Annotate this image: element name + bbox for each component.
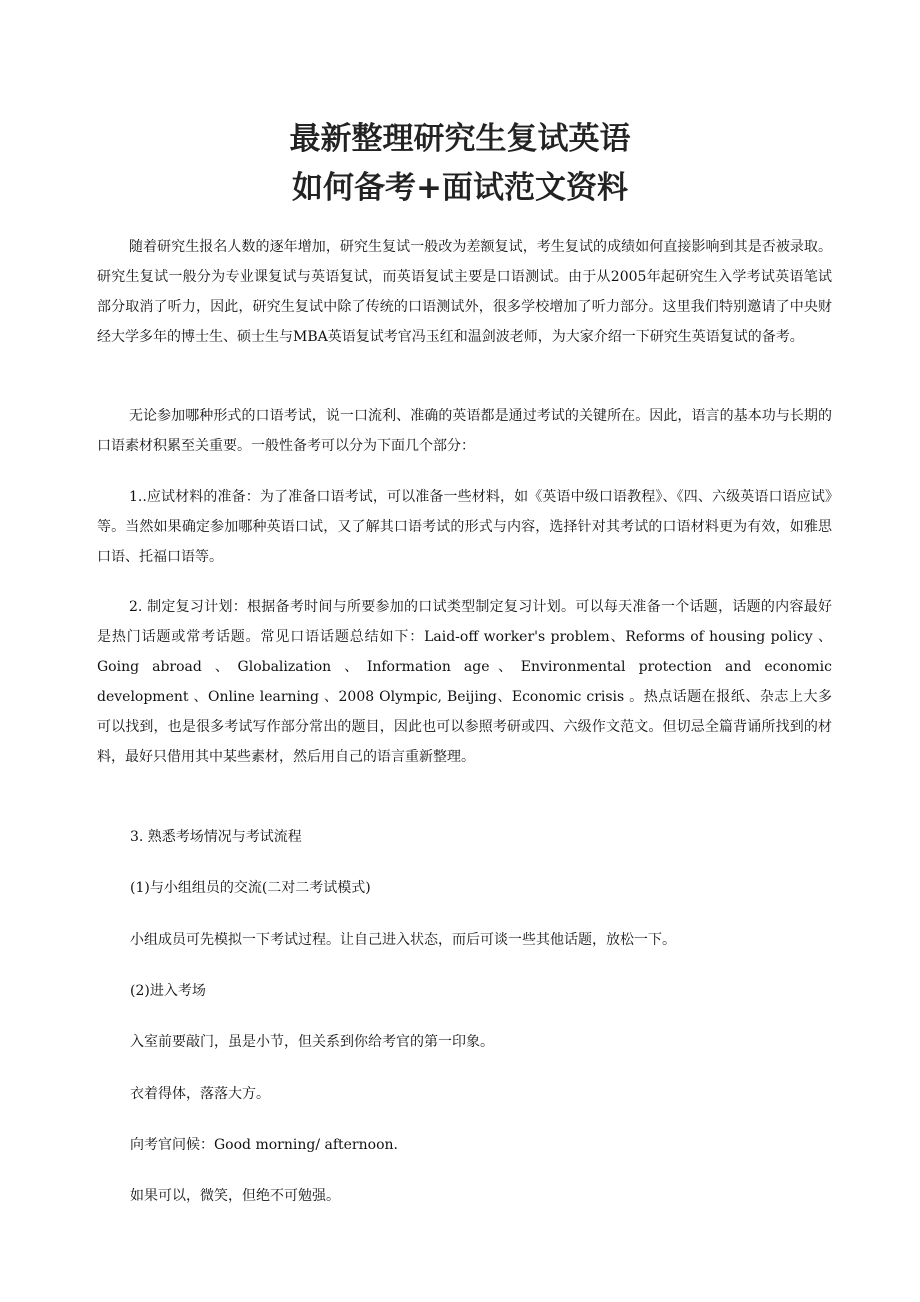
subsection-group-exchange: (1)与小组组员的交流(二对二考试模式) — [130, 880, 371, 896]
group-exchange-text: 小组成员可先模拟一下考试过程。让自己进入状态，而后可谈一些其他话题，放松一下。 — [130, 932, 676, 948]
enter-room-text-knock: 入室前要敲门，虽是小节，但关系到你给考官的第一印象。 — [130, 1034, 494, 1050]
document-title-line-1: 最新整理研究生复试英语 — [289, 121, 631, 157]
enter-room-text-greeting: 向考官问候：Good morning/ afternoon. — [130, 1137, 398, 1153]
subsection-enter-room: (2)进入考场 — [130, 983, 206, 999]
section-heading-exam-procedure: 3. 熟悉考场情况与考试流程 — [130, 829, 302, 845]
document-title-line-2: 如何备考+面试范文资料 — [292, 170, 628, 206]
enter-room-text-dress: 衣着得体，落落大方。 — [130, 1086, 270, 1102]
enter-room-text-smile: 如果可以，微笑，但绝不可勉强。 — [130, 1188, 340, 1204]
preparation-paragraph: 无论参加哪种形式的口语考试，说一口流利、准确的英语都是通过考试的关键所在。因此，语言的基本功与长期的口语素材积累至关重要。一般性备考可以分为下面几个部分： — [97, 408, 832, 454]
materials-paragraph: 1..应试材料的准备：为了准备口语考试，可以准备一些材料，如《英语中级口语教程》、《四、六级英语口语应试》等。当然如果确定参加哪种英语口试，又了解其口语考试的形式与内容，选择针对其考试的口语材料更为有效，如雅思口语、托福口语等。 — [97, 489, 832, 565]
plan-paragraph: 2. 制定复习计划：根据备考时间与所要参加的口试类型制定复习计划。可以每天准备一个话题，话题的内容最好是热门话题或常考话题。常见口语话题总结如下：Laid-off worker's problem、Reforms of housing policy 、Going abroad 、Globalization 、Information age、Environmental protection and economic development 、Online learning 、2008 Olympic, Beijing、Economic crisis 。热点话题在报纸、杂志上大多可以找到，也是很多考试写作部分常出的题目，因此也可以参照考研或四、六级作文范文。但切忌全篇背诵所找到的材料，最好只借用其中某些素材，然后用自己的语言重新整理。 — [97, 599, 832, 765]
intro-paragraph: 随着研究生报名人数的逐年增加，研究生复试一般改为差额复试，考生复试的成绩如何直接影响到其是否被录取。研究生复试一般分为专业课复试与英语复试，而英语复试主要是口语测试。由于从2005年起研究生入学考试英语笔试部分取消了听力，因此，研究生复试中除了传统的口语测试外，很多学校增加了听力部分。这里我们特别邀请了中央财经大学多年的博士生、硕士生与MBA英语复试考官冯玉红和温剑波老师，为大家介绍一下研究生英语复试的备考。 — [97, 239, 832, 345]
